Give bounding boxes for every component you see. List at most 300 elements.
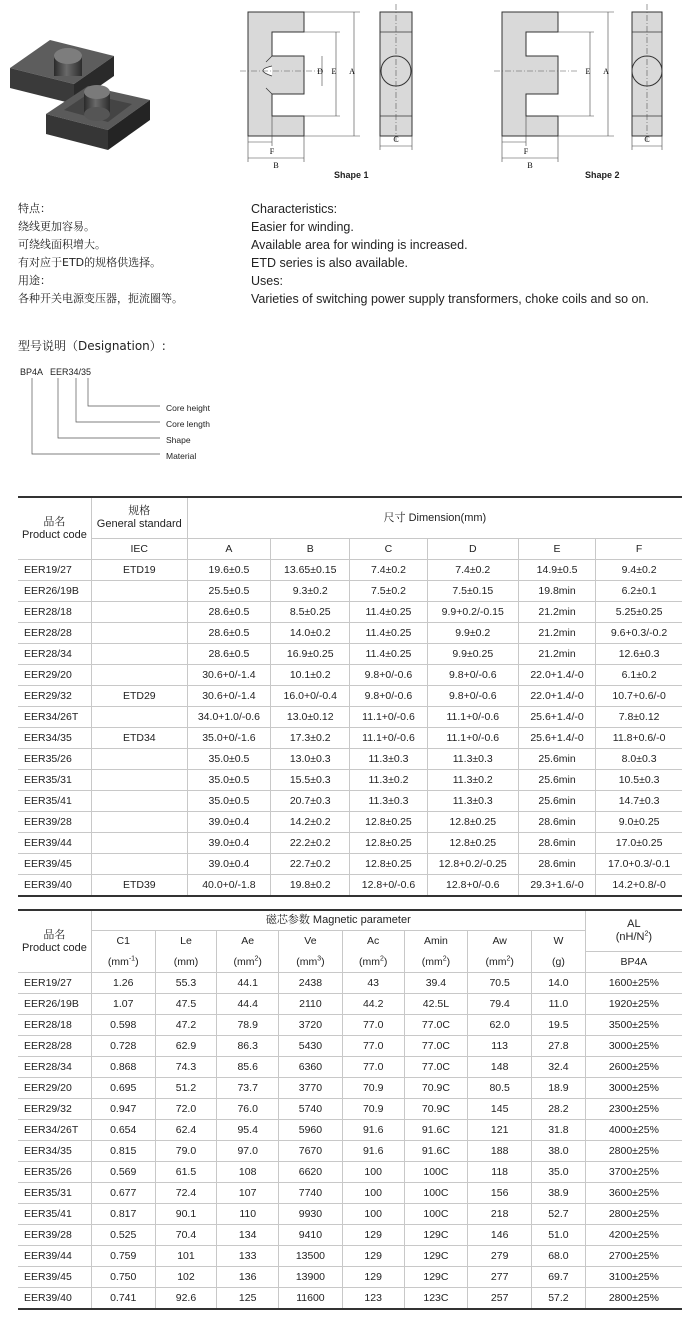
ac-cell: 77.0: [342, 1015, 404, 1036]
dim-e-label: E: [585, 67, 591, 76]
dim-a-cell: 35.0±0.5: [187, 770, 270, 791]
ac-cell: 100: [342, 1162, 404, 1183]
dim-a-cell: 40.0+0/-1.8: [187, 875, 270, 897]
product-code-cell: EER39/40: [18, 1288, 91, 1310]
param-unit-header: [279, 952, 343, 973]
c1-cell: 1.07: [91, 994, 155, 1015]
aw-cell: 118: [468, 1162, 532, 1183]
iec-header: IEC: [91, 539, 187, 560]
dim-a-cell: 35.0+0/-1.6: [187, 728, 270, 749]
dim-d-cell: 11.3±0.3: [427, 749, 518, 770]
dim-e-cell: 25.6+1.4/-0: [518, 707, 595, 728]
dimension-row: [18, 644, 682, 665]
amin-cell: 70.9C: [404, 1078, 468, 1099]
w-cell: 31.8: [532, 1120, 586, 1141]
le-cell: 90.1: [155, 1204, 217, 1225]
header-line: 品名: [43, 515, 66, 528]
core-photo: [6, 26, 154, 156]
le-cell: 47.5: [155, 994, 217, 1015]
product-code-cell: EER28/34: [18, 1057, 91, 1078]
al-bp4a-cell: 3100±25%: [585, 1267, 682, 1288]
dim-c-cell: 12.8±0.25: [350, 854, 427, 875]
le-cell: 92.6: [155, 1288, 217, 1310]
dim-d-cell: 9.8+0/-0.6: [427, 665, 518, 686]
dim-b-cell: 22.7±0.2: [271, 854, 350, 875]
al-bp4a-cell: 2600±25%: [585, 1057, 682, 1078]
header-line: Product code: [22, 528, 87, 541]
amin-cell: 129C: [404, 1225, 468, 1246]
col-c-header: C: [350, 539, 427, 560]
dim-e-cell: 14.9±0.5: [518, 560, 595, 581]
product-code-cell: EER35/26: [18, 749, 91, 770]
aw-cell: 80.5: [468, 1078, 532, 1099]
product-code-cell: EER39/28: [18, 1225, 91, 1246]
characteristics-en: [251, 200, 649, 308]
en-line: Easier for winding.: [251, 220, 354, 234]
le-cell: 51.2: [155, 1078, 217, 1099]
dim-a-cell: 28.6±0.5: [187, 644, 270, 665]
dim-f-cell: 12.6±0.3: [596, 644, 682, 665]
param-name-header: Ae: [217, 931, 279, 952]
al-unit-pre: (nH/N: [615, 931, 645, 943]
product-code-cell: EER35/31: [18, 1183, 91, 1204]
col-a-header: A: [187, 539, 270, 560]
le-cell: 47.2: [155, 1015, 217, 1036]
w-cell: 18.9: [532, 1078, 586, 1099]
designation-item: Material: [166, 451, 197, 461]
dim-e-cell: 29.3+1.6/-0: [518, 875, 595, 897]
w-cell: 57.2: [532, 1288, 586, 1310]
ae-cell: 76.0: [217, 1099, 279, 1120]
aw-cell: 121: [468, 1120, 532, 1141]
dim-b-cell: 16.0+0/-0.4: [271, 686, 350, 707]
product-code-cell: EER35/41: [18, 1204, 91, 1225]
aw-cell: 188: [468, 1141, 532, 1162]
amin-cell: 39.4: [404, 973, 468, 994]
dim-c-cell: 7.4±0.2: [350, 560, 427, 581]
al-bp4a-cell: 2800±25%: [585, 1204, 682, 1225]
le-cell: 72.4: [155, 1183, 217, 1204]
dim-f-cell: 9.4±0.2: [596, 560, 682, 581]
dim-c-cell: 11.1+0/-0.6: [350, 728, 427, 749]
dim-b-cell: 13.0±0.12: [271, 707, 350, 728]
dim-c-cell: 9.8+0/-0.6: [350, 665, 427, 686]
dim-b-cell: 13.0±0.3: [271, 749, 350, 770]
unit-pre: (mm: [485, 955, 507, 968]
header-line: 规格: [128, 505, 151, 517]
unit-post: ): [135, 955, 139, 968]
unit-pre: (mm: [421, 955, 443, 968]
magnetic-row: [18, 1288, 682, 1310]
dim-e-label: E: [331, 67, 337, 76]
designation-leader-lines: [18, 376, 178, 462]
shape-2-caption: Shape 2: [585, 170, 620, 180]
unit-pre: (mm): [173, 955, 199, 968]
product-code-cell: EER28/28: [18, 1036, 91, 1057]
ve-cell: 2438: [279, 973, 343, 994]
characteristics-cn: [18, 200, 183, 308]
al-bp4a-cell: 2300±25%: [585, 1099, 682, 1120]
w-cell: 69.7: [532, 1267, 586, 1288]
dim-c-cell: 11.4±0.25: [350, 602, 427, 623]
dim-c-cell: 11.3±0.3: [350, 791, 427, 812]
cn-line: 特点：: [18, 202, 51, 215]
dim-b-cell: 15.5±0.3: [271, 770, 350, 791]
dim-c-cell: 9.8+0/-0.6: [350, 686, 427, 707]
dim-f-cell: 6.2±0.1: [596, 581, 682, 602]
magnetic-row: [18, 1204, 682, 1225]
iec-cell: ETD19: [91, 560, 187, 581]
le-cell: 62.9: [155, 1036, 217, 1057]
cn-line: 有对应于ETD的规格供选择。: [18, 256, 162, 269]
product-code-cell: EER28/18: [18, 1015, 91, 1036]
amin-cell: 100C: [404, 1204, 468, 1225]
c1-cell: 0.695: [91, 1078, 155, 1099]
header-line: AL: [627, 918, 641, 930]
aw-cell: 70.5: [468, 973, 532, 994]
param-unit-header: [342, 952, 404, 973]
dim-f-cell: 10.7+0.6/-0: [596, 686, 682, 707]
cn-line: 可绕线面积增大。: [18, 238, 106, 251]
product-code-cell: EER35/31: [18, 770, 91, 791]
dimension-row: [18, 812, 682, 833]
product-code-cell: EER39/44: [18, 833, 91, 854]
dim-d-cell: 12.8±0.25: [427, 833, 518, 854]
designation-item: Shape: [166, 435, 191, 445]
iec-cell: [91, 770, 187, 791]
ac-cell: 91.6: [342, 1120, 404, 1141]
dim-c-cell: 11.3±0.2: [350, 770, 427, 791]
dim-a-cell: 19.6±0.5: [187, 560, 270, 581]
dim-b-label: B: [527, 161, 533, 170]
magnetic-row: [18, 1162, 682, 1183]
dimension-row: [18, 875, 682, 897]
ve-cell: 7740: [279, 1183, 343, 1204]
ve-cell: 6620: [279, 1162, 343, 1183]
product-code-cell: EER19/27: [18, 560, 91, 581]
dim-a-cell: 34.0+1.0/-0.6: [187, 707, 270, 728]
ae-cell: 108: [217, 1162, 279, 1183]
ac-cell: 129: [342, 1225, 404, 1246]
unit-pre: (g): [551, 955, 565, 968]
dim-c-cell: 11.4±0.25: [350, 623, 427, 644]
iec-cell: [91, 791, 187, 812]
dimension-table: [18, 496, 682, 897]
cn-line: 绕线更加容易。: [18, 220, 95, 233]
le-cell: 61.5: [155, 1162, 217, 1183]
ae-cell: 95.4: [217, 1120, 279, 1141]
ae-cell: 85.6: [217, 1057, 279, 1078]
amin-cell: 100C: [404, 1162, 468, 1183]
dim-a-cell: 30.6+0/-1.4: [187, 686, 270, 707]
product-code-header: [18, 497, 91, 560]
aw-cell: 146: [468, 1225, 532, 1246]
ve-cell: 3770: [279, 1078, 343, 1099]
dim-f-cell: 14.2+0.8/-0: [596, 875, 682, 897]
aw-cell: 145: [468, 1099, 532, 1120]
product-code-cell: EER29/20: [18, 665, 91, 686]
ac-cell: 129: [342, 1246, 404, 1267]
dim-f-cell: 9.0±0.25: [596, 812, 682, 833]
dim-a-cell: 35.0±0.5: [187, 749, 270, 770]
c1-cell: 0.677: [91, 1183, 155, 1204]
col-b-header: B: [271, 539, 350, 560]
c1-cell: 0.815: [91, 1141, 155, 1162]
le-cell: 55.3: [155, 973, 217, 994]
dim-e-cell: 21.2min: [518, 602, 595, 623]
magnetic-row: [18, 1183, 682, 1204]
dim-e-cell: 25.6min: [518, 749, 595, 770]
dimension-row: [18, 686, 682, 707]
ve-cell: 3720: [279, 1015, 343, 1036]
magnetic-row: [18, 994, 682, 1015]
le-cell: 70.4: [155, 1225, 217, 1246]
magnetic-row: [18, 1078, 682, 1099]
dim-b-cell: 22.2±0.2: [271, 833, 350, 854]
le-cell: 101: [155, 1246, 217, 1267]
ae-cell: 110: [217, 1204, 279, 1225]
ve-cell: 13500: [279, 1246, 343, 1267]
dim-c-cell: 12.8±0.25: [350, 833, 427, 854]
dim-c-cell: 11.3±0.3: [350, 749, 427, 770]
param-name-header: Ve: [279, 931, 343, 952]
product-code-cell: EER35/26: [18, 1162, 91, 1183]
dim-d-cell: 12.8+0/-0.6: [427, 875, 518, 897]
ve-cell: 9930: [279, 1204, 343, 1225]
w-cell: 11.0: [532, 994, 586, 1015]
le-cell: 79.0: [155, 1141, 217, 1162]
iec-cell: [91, 581, 187, 602]
unit-post: ): [446, 955, 451, 968]
dim-a-label: A: [349, 67, 355, 76]
dim-a-cell: 25.5±0.5: [187, 581, 270, 602]
ae-cell: 107: [217, 1183, 279, 1204]
product-code-cell: EER35/41: [18, 791, 91, 812]
al-bp4a-cell: 2700±25%: [585, 1246, 682, 1267]
c1-cell: 0.569: [91, 1162, 155, 1183]
param-unit-header: [404, 952, 468, 973]
designation-title: 型号说明（Designation）:: [18, 339, 166, 353]
iec-cell: [91, 602, 187, 623]
dim-a-cell: 30.6+0/-1.4: [187, 665, 270, 686]
dimension-row: [18, 602, 682, 623]
iec-cell: ETD34: [91, 728, 187, 749]
ae-cell: 133: [217, 1246, 279, 1267]
ve-cell: 9410: [279, 1225, 343, 1246]
iec-cell: [91, 854, 187, 875]
w-cell: 35.0: [532, 1162, 586, 1183]
col-f-header: F: [596, 539, 682, 560]
dim-d-cell: 9.9+0.2/-0.15: [427, 602, 518, 623]
le-cell: 74.3: [155, 1057, 217, 1078]
product-code-cell: EER28/18: [18, 602, 91, 623]
magnetic-row: [18, 1141, 682, 1162]
product-code-cell: EER29/32: [18, 1099, 91, 1120]
product-code-cell: EER29/32: [18, 686, 91, 707]
dim-e-cell: 28.6min: [518, 812, 595, 833]
w-cell: 27.8: [532, 1036, 586, 1057]
unit-pre: (mm: [358, 955, 380, 968]
dim-b-cell: 16.9±0.25: [271, 644, 350, 665]
dim-b-cell: 14.0±0.2: [271, 623, 350, 644]
dim-f-cell: 7.8±0.12: [596, 707, 682, 728]
dimension-row: [18, 749, 682, 770]
dim-b-cell: 8.5±0.25: [271, 602, 350, 623]
shape-2-drawing: [490, 4, 680, 184]
dim-b-label: B: [273, 161, 279, 170]
param-name-header: Le: [155, 931, 217, 952]
dim-f-cell: 5.25±0.25: [596, 602, 682, 623]
unit-pre: (mm: [233, 955, 255, 968]
amin-cell: 129C: [404, 1246, 468, 1267]
dim-b-cell: 19.8±0.2: [271, 875, 350, 897]
ae-cell: 134: [217, 1225, 279, 1246]
dim-b-cell: 17.3±0.2: [271, 728, 350, 749]
c1-cell: 0.817: [91, 1204, 155, 1225]
le-cell: 102: [155, 1267, 217, 1288]
magnetic-row: [18, 1225, 682, 1246]
dim-f-cell: 8.0±0.3: [596, 749, 682, 770]
product-code-cell: EER29/20: [18, 1078, 91, 1099]
product-code-cell: EER39/28: [18, 812, 91, 833]
c1-cell: 1.26: [91, 973, 155, 994]
designation-item: Core length: [166, 419, 210, 429]
ve-cell: 5740: [279, 1099, 343, 1120]
col-d-header: D: [427, 539, 518, 560]
dim-d-cell: 7.5±0.15: [427, 581, 518, 602]
amin-cell: 77.0C: [404, 1036, 468, 1057]
ac-cell: 44.2: [342, 994, 404, 1015]
dimension-header: 尺寸 Dimension(mm): [187, 497, 682, 539]
designation-item: Core height: [166, 403, 210, 413]
dim-e-cell: 25.6min: [518, 791, 595, 812]
ae-cell: 73.7: [217, 1078, 279, 1099]
dim-d-cell: 11.1+0/-0.6: [427, 728, 518, 749]
dimension-row: [18, 833, 682, 854]
dim-d-cell: 11.3±0.2: [427, 770, 518, 791]
dim-f-cell: 9.6+0.3/-0.2: [596, 623, 682, 644]
product-code-cell: EER34/26T: [18, 1120, 91, 1141]
dim-b-cell: 13.65±0.15: [271, 560, 350, 581]
aw-cell: 79.4: [468, 994, 532, 1015]
dimension-row: [18, 560, 682, 581]
dimension-row: [18, 770, 682, 791]
al-header: [585, 910, 682, 952]
product-code-cell: EER34/35: [18, 728, 91, 749]
c1-cell: 0.728: [91, 1036, 155, 1057]
iec-cell: [91, 644, 187, 665]
dim-d-cell: 11.1+0/-0.6: [427, 707, 518, 728]
unit-pre: (mm: [296, 955, 318, 968]
c1-cell: 0.598: [91, 1015, 155, 1036]
unit-sup: 3: [317, 955, 322, 963]
al-unit-post: ): [648, 931, 653, 943]
c1-cell: 0.947: [91, 1099, 155, 1120]
unit-sup: 2: [506, 955, 511, 963]
magnetic-row: [18, 1246, 682, 1267]
dim-c-label: C: [644, 135, 650, 144]
c1-cell: 0.868: [91, 1057, 155, 1078]
shape-1-caption: Shape 1: [334, 170, 369, 180]
magnetic-row: [18, 1099, 682, 1120]
iec-cell: ETD39: [91, 875, 187, 897]
ve-cell: 5430: [279, 1036, 343, 1057]
dim-f-cell: 17.0±0.25: [596, 833, 682, 854]
dim-a-cell: 39.0±0.4: [187, 854, 270, 875]
header-line: Product code: [22, 941, 87, 954]
cn-line: 用途：: [18, 274, 51, 287]
dim-f-cell: 11.8+0.6/-0: [596, 728, 682, 749]
dim-d-cell: 11.3±0.3: [427, 791, 518, 812]
iec-cell: ETD29: [91, 686, 187, 707]
dim-f-cell: 17.0+0.3/-0.1: [596, 854, 682, 875]
dim-a-cell: 35.0±0.5: [187, 791, 270, 812]
unit-post: ): [383, 955, 388, 968]
product-code-cell: EER26/19B: [18, 994, 91, 1015]
dim-f-label: F: [269, 147, 275, 156]
dim-b-cell: 20.7±0.3: [271, 791, 350, 812]
dim-f-cell: 14.7±0.3: [596, 791, 682, 812]
ve-cell: 11600: [279, 1288, 343, 1310]
ve-cell: 2110: [279, 994, 343, 1015]
al-bp4a-cell: 1920±25%: [585, 994, 682, 1015]
al-bp4a-cell: 3500±25%: [585, 1015, 682, 1036]
dim-e-cell: 21.2min: [518, 644, 595, 665]
ac-cell: 123: [342, 1288, 404, 1310]
product-code-cell: EER39/45: [18, 854, 91, 875]
ae-cell: 136: [217, 1267, 279, 1288]
unit-post: ): [510, 955, 514, 968]
amin-cell: 91.6C: [404, 1120, 468, 1141]
dimension-row: [18, 581, 682, 602]
amin-cell: 70.9C: [404, 1099, 468, 1120]
c1-cell: 0.741: [91, 1288, 155, 1310]
dimension-row: [18, 728, 682, 749]
designation-model-code: EER34/35: [50, 367, 92, 377]
magnetic-parameter-table: [18, 909, 682, 1310]
w-cell: 19.5: [532, 1015, 586, 1036]
c1-cell: 0.750: [91, 1267, 155, 1288]
header-line: General standard: [96, 518, 182, 530]
param-name-header: Aw: [468, 931, 532, 952]
dim-d-label: D: [317, 67, 323, 76]
ac-cell: 43: [342, 973, 404, 994]
ac-cell: 100: [342, 1183, 404, 1204]
product-code-cell: EER34/26T: [18, 707, 91, 728]
aw-cell: 279: [468, 1246, 532, 1267]
cn-line: 各种开关电源变压器，扼流圈等。: [18, 292, 183, 305]
unit-sup: 2: [442, 955, 447, 963]
amin-cell: 77.0C: [404, 1057, 468, 1078]
dim-c-cell: 7.5±0.2: [350, 581, 427, 602]
aw-cell: 257: [468, 1288, 532, 1310]
w-cell: 52.7: [532, 1204, 586, 1225]
dimension-row: [18, 707, 682, 728]
header-line: 品名: [43, 928, 66, 941]
dim-e-cell: 21.2min: [518, 623, 595, 644]
c1-cell: 0.654: [91, 1120, 155, 1141]
magnetic-row: [18, 973, 682, 994]
aw-cell: 62.0: [468, 1015, 532, 1036]
dim-b-cell: 10.1±0.2: [271, 665, 350, 686]
dim-d-cell: 12.8+0.2/-0.25: [427, 854, 518, 875]
magnetic-row: [18, 1036, 682, 1057]
dim-c-cell: 12.8±0.25: [350, 812, 427, 833]
dim-d-cell: 12.8±0.25: [427, 812, 518, 833]
ae-cell: 44.1: [217, 973, 279, 994]
param-unit-header: [155, 952, 217, 973]
param-name-header: C1: [91, 931, 155, 952]
